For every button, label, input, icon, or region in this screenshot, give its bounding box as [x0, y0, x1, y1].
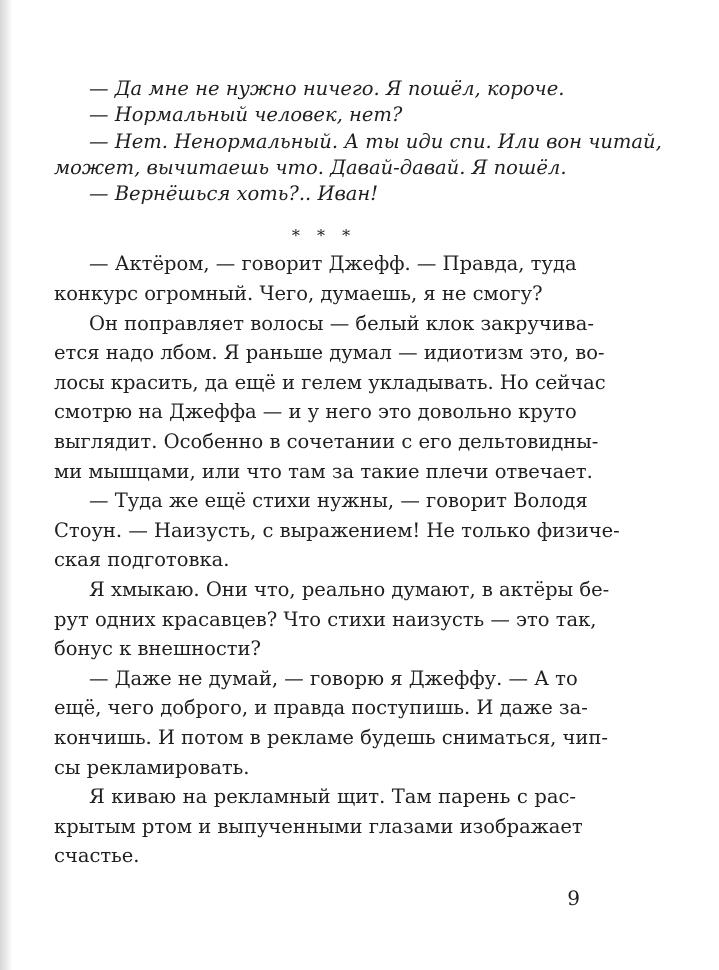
text-line: конкурс огромный. Чего, думаешь, я не смогу? — [54, 282, 543, 306]
text-line: — Актёром, — говорит Джефф. — Правда, туда — [89, 252, 577, 276]
body-text-block — [54, 249, 620, 870]
dialog-line: — Нет. Ненормальный. А ты иди спи. Или вон читай, — [89, 129, 662, 153]
text-line: смотрю на Джеффа — и у него это довольно круто — [54, 400, 577, 424]
text-line: Стоун. — Наизусть, с выражением! Не только физиче- — [54, 518, 620, 542]
text-line: кончишь. И потом в рекламе будешь сниматься, чип- — [54, 725, 609, 749]
text-line: Я киваю на рекламный щит. Там парень с рас- — [89, 785, 576, 809]
text-line: счастье. — [54, 844, 140, 868]
text-line: ещё, чего доброго, и правда поступишь. И даже за- — [54, 696, 588, 720]
book-page — [54, 76, 662, 871]
text-line: Он поправляет волосы — белый клок закручива- — [89, 311, 594, 335]
text-line: ская подготовка. — [54, 548, 230, 572]
text-line: бонус к внешности? — [54, 637, 261, 661]
text-line: ется надо лбом. Я раньше думал — идиотизм это, во- — [54, 341, 605, 365]
text-line: — Туда же ещё стихи нужны, — говорит Володя — [89, 489, 588, 513]
text-line: — Даже не думай, — говорю я Джеффу. — А то — [89, 666, 578, 690]
page-number: 9 — [567, 886, 580, 910]
dialog-line: — Да мне не нужно ничего. Я пошёл, короче. — [89, 77, 565, 100]
text-line: выглядит. Особенно в сочетании с его дельтовидны- — [54, 430, 599, 454]
text-line: крытым ртом и выпученными глазами изображает — [54, 814, 583, 838]
dialog-line: — Вернёшься хоть?.. Иван! — [89, 182, 379, 206]
text-line: сы рекламировать. — [54, 755, 250, 779]
dialog-line: — Нормальный человек, нет? — [89, 103, 403, 127]
italic-dialog-block — [54, 76, 662, 207]
text-line: Я хмыкаю. Они что, реально думают, в актёры бе- — [89, 578, 610, 602]
section-separator: * * * — [291, 226, 357, 246]
dialog-line: может, вычитаешь что. Давай-давай. Я пошёл. — [54, 155, 567, 179]
text-line: лосы красить, да ещё и гелем укладывать. Но сейчас — [54, 370, 606, 394]
text-line: рут одних красавцев? Что стихи наизусть — это так, — [54, 607, 597, 631]
text-line: ми мышцами, или что там за такие плечи отвечает. — [54, 459, 593, 483]
page-edge-shadow — [0, 0, 12, 970]
